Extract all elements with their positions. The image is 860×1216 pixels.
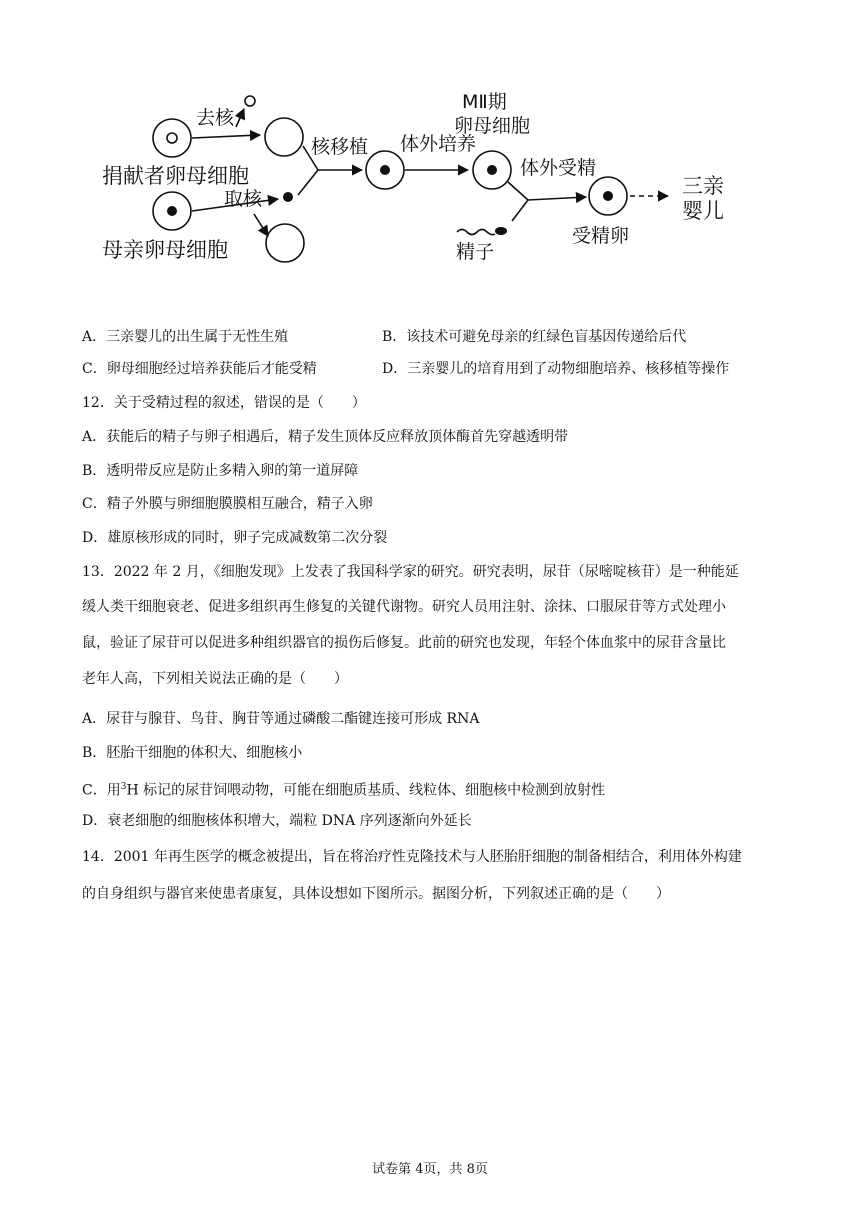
- label-mother-egg: 母亲卵母细胞: [102, 238, 228, 262]
- empty-egg: [266, 224, 304, 262]
- sperm-head: [495, 227, 507, 235]
- q11-option-c: C．卵母细胞经过培养获能后才能受精: [82, 361, 317, 377]
- q13-option-c: C．用$^3$H 标记的尿苷饲喂动物，可能在细胞质基质、线粒体、细胞核中检测到放射性: [82, 782, 606, 799]
- donor-egg-cell: [153, 119, 191, 157]
- page-footer: 试卷第 4页，共 8页: [372, 1162, 488, 1177]
- label-mii-line2: 卵母细胞: [454, 115, 531, 137]
- label-donor-egg: 捐献者卵母细胞: [102, 164, 249, 188]
- q12-option-b: B．透明带反应是防止多精入卵的第一道屏障: [82, 463, 359, 479]
- q12-option-c: C．精子外膜与卵细胞膜膜相互融合，精子入卵: [82, 496, 373, 512]
- q13-option-a: A．尿苷与腺苷、鸟苷、胸苷等通过磷酸二酯键连接可形成 RNA: [82, 711, 480, 727]
- label-remove-nucleus: 去核: [196, 107, 235, 129]
- label-baby-line2: 婴儿: [682, 199, 724, 223]
- label-ivf: 体外受精: [520, 157, 597, 179]
- label-nuclear-transfer: 核移植: [311, 136, 369, 158]
- q13-stem-line1: 13．2022 年 2 月，《细胞发现》上发表了我国科学家的研究。研究表明，尿苷（尿嘧啶核苷）是一种能延: [82, 564, 739, 580]
- q13-option-b: B．胚胎干细胞的体积大、细胞核小: [82, 745, 303, 761]
- label-zygote: 受精卵: [572, 225, 630, 247]
- q13-stem-line3: 鼠，验证了尿苷可以促进多种组织器官的损伤后修复。此前的研究也发现，年轻个体血浆中的尿苷含量比: [82, 635, 726, 651]
- q11-option-d: D．三亲婴儿的培育用到了动物细胞培养、核移植等操作: [382, 361, 730, 377]
- label-take-nucleus: 取核: [224, 188, 263, 210]
- label-baby-line1: 三亲: [682, 174, 724, 198]
- removed-nucleus: [245, 96, 255, 106]
- q12-option-a: A．获能后的精子与卵子相遇后，精子发生顶体反应释放顶体酶首先穿越透明带: [82, 429, 569, 445]
- q13-stem-line4: 老年人高，下列相关说法正确的是（ ）: [82, 671, 348, 687]
- q11-option-b: B．该技术可避免母亲的红绿色盲基因传递给后代: [382, 329, 687, 345]
- label-sperm: 精子: [456, 241, 495, 263]
- q12-option-d: D．雄原核形成的同时，卵子完成减数第二次分裂: [82, 530, 388, 546]
- label-in-vitro-culture: 体外培养: [400, 133, 477, 155]
- label-mii-line1: MⅡ期: [462, 91, 507, 113]
- q14-stem-line2: 的自身组织与器官来使患者康复，具体设想如下图所示。据图分析，下列叙述正确的是（ ）: [82, 886, 670, 902]
- q14-stem-line1: 14．2001 年再生医学的概念被提出，旨在将治疗性克隆技术与人胚胎肝细胞的制备相结合，利用体外构建: [82, 849, 742, 865]
- sperm-tail: [457, 230, 495, 235]
- q12-stem: 12．关于受精过程的叙述，错误的是（ ）: [82, 395, 366, 411]
- q13-option-d: D．衰老细胞的细胞核体积增大，端粒 DNA 序列逐渐向外延长: [82, 813, 472, 829]
- ivf-diagram: [0, 0, 860, 300]
- q11-option-a: A．三亲婴儿的出生属于无性生殖: [82, 329, 289, 345]
- enucleated-egg: [265, 118, 303, 156]
- q13-stem-line2: 缓人类干细胞衰老、促进多组织再生修复的关键代谢物。研究人员用注射、涂抹、口服尿苷等方式处理小: [82, 599, 726, 615]
